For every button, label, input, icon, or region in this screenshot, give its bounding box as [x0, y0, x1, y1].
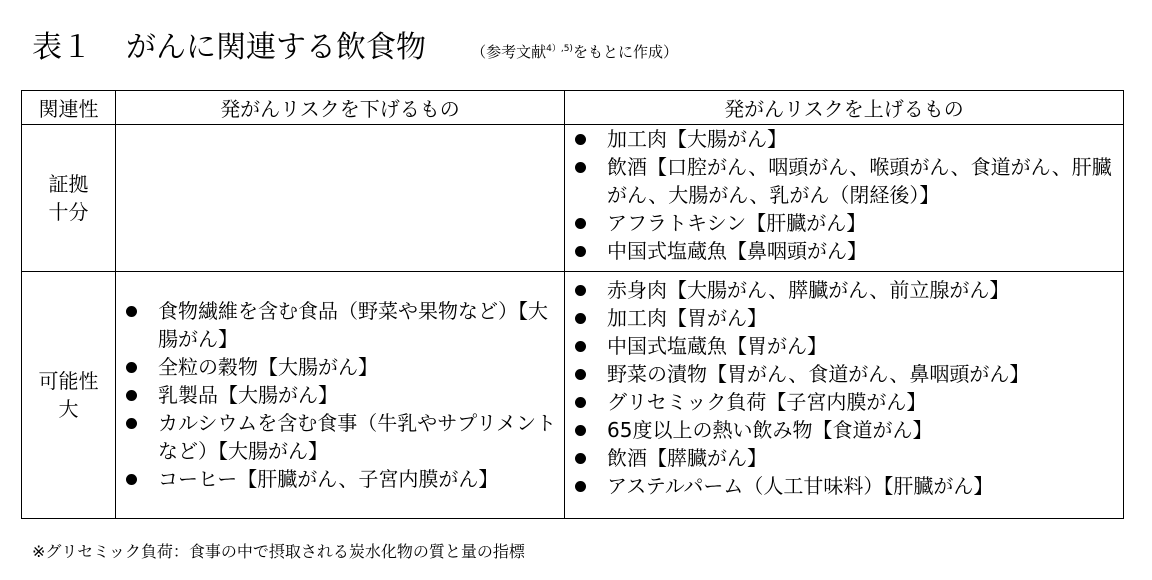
bullet-icon — [575, 341, 586, 352]
item-text: 全粒の穀物【大腸がん】 — [158, 355, 378, 379]
item-text: 赤身肉【大腸がん、膵臓がん、前立腺がん】 — [607, 278, 1010, 302]
list-item — [565, 125, 1123, 153]
row-label-line: 証拠 — [48, 172, 89, 196]
list-item — [116, 297, 564, 353]
title-text: がんに関連する飲食物 — [126, 30, 426, 65]
row-label-probable — [22, 272, 116, 519]
item-text: 加工肉【大腸がん】 — [607, 127, 787, 151]
bullet-icon — [575, 313, 586, 324]
list-item — [565, 472, 1123, 500]
list-item — [565, 209, 1123, 237]
bullet-icon — [575, 246, 586, 257]
table-row — [22, 272, 1124, 519]
bullet-icon — [126, 362, 137, 373]
list-item — [116, 465, 564, 493]
bullet-icon — [575, 162, 586, 173]
header-lower-risk: 発がんリスクを下げるもの — [116, 91, 565, 125]
list-item — [116, 409, 564, 465]
title-label: 表１ — [32, 30, 92, 65]
list-item — [116, 381, 564, 409]
item-text: 飲酒【膵臓がん】 — [607, 446, 767, 470]
higher-risk-cell — [565, 272, 1124, 519]
item-text: アフラトキシン【肝臓がん】 — [607, 211, 867, 235]
lower-risk-cell — [116, 125, 565, 272]
source-note — [471, 41, 678, 62]
table-row — [22, 125, 1124, 272]
title-row — [32, 22, 678, 66]
bullet-icon — [126, 418, 137, 429]
page-title — [32, 22, 426, 66]
list-item — [565, 237, 1123, 265]
footnote: ※グリセミック負荷：食事の中で摂取される炭水化物の質と量の指標 — [32, 542, 525, 561]
list-item — [565, 276, 1123, 304]
bullet-icon — [575, 369, 586, 380]
item-text: 加工肉【胃がん】 — [607, 306, 767, 330]
list-item — [565, 304, 1123, 332]
list-item — [565, 332, 1123, 360]
lower-risk-cell — [116, 272, 565, 519]
item-text: 中国式塩蔵魚【鼻咽頭がん】 — [607, 239, 867, 263]
row-label-line: 可能性 — [38, 369, 99, 393]
item-text: カルシウムを含む食事（牛乳やサプリメントなど）【大腸がん】 — [158, 411, 557, 463]
bullet-icon — [575, 425, 586, 436]
higher-risk-list — [565, 272, 1123, 500]
header-higher-risk: 発がんリスクを上げるもの — [565, 91, 1124, 125]
item-text: グリセミック負荷【子宮内膜がん】 — [607, 390, 927, 414]
row-label-line: 大 — [58, 397, 79, 421]
item-text: アステルパーム（人工甘味料）【肝臓がん】 — [607, 474, 994, 498]
source-prefix: （参考文献 — [471, 43, 547, 61]
lower-risk-list — [116, 297, 564, 493]
higher-risk-cell — [565, 125, 1124, 272]
source-ref-1: 4） — [546, 44, 561, 54]
bullet-icon — [575, 134, 586, 145]
item-text: 乳製品【大腸がん】 — [158, 383, 338, 407]
bullet-icon — [126, 306, 137, 317]
higher-risk-list — [565, 125, 1123, 265]
bullet-icon — [126, 474, 137, 485]
row-label-sufficient — [22, 125, 116, 272]
list-item — [565, 444, 1123, 472]
bullet-icon — [575, 218, 586, 229]
list-item — [565, 416, 1123, 444]
item-text: 食物繊維を含む食品（野菜や果物など）【大腸がん】 — [158, 299, 548, 351]
bullet-icon — [575, 453, 586, 464]
item-text: 中国式塩蔵魚【胃がん】 — [607, 334, 827, 358]
row-label-line: 十分 — [48, 200, 89, 224]
item-text: 飲酒【口腔がん、咽頭がん、喉頭がん、食道がん、肝臓がん、大腸がん、乳がん（閉経後）】 — [607, 155, 1112, 207]
bullet-icon — [575, 481, 586, 492]
header-relation: 関連性 — [22, 91, 116, 125]
table-header-row — [22, 91, 1124, 125]
item-text: 65度以上の熱い飲み物【食道がん】 — [607, 418, 933, 442]
list-item — [565, 153, 1123, 209]
bullet-icon — [575, 285, 586, 296]
food-cancer-table — [21, 90, 1124, 519]
list-item — [565, 360, 1123, 388]
bullet-icon — [126, 390, 137, 401]
item-text: 野菜の漬物【胃がん、食道がん、鼻咽頭がん】 — [607, 362, 1030, 386]
list-item — [116, 353, 564, 381]
item-text: コーヒー【肝臓がん、子宮内膜がん】 — [158, 467, 499, 491]
bullet-icon — [575, 397, 586, 408]
source-ref-2: ,5) — [560, 44, 573, 54]
list-item — [565, 388, 1123, 416]
source-suffix: をもとに作成） — [572, 43, 678, 61]
